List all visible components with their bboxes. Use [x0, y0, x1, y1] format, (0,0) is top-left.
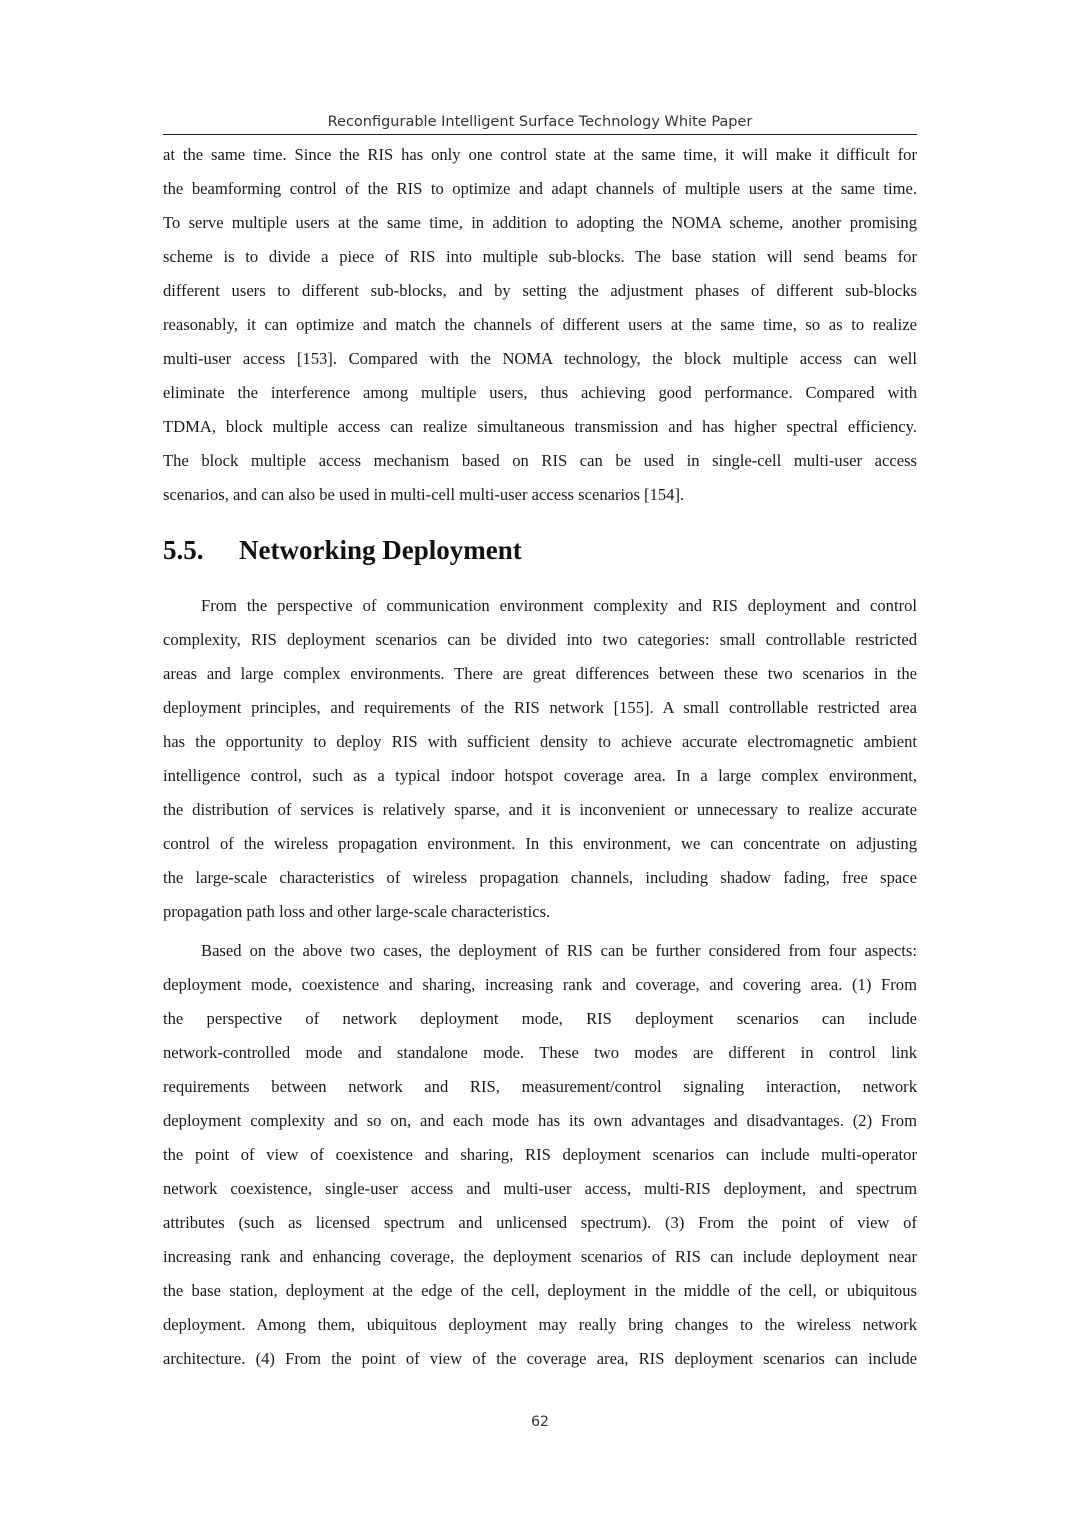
- text-line: scheme is to divide a piece of RIS into multiple sub-blocks. The base station will send beams for: [163, 247, 917, 266]
- text-line: The block multiple access mechanism based on RIS can be used in single-cell multi-user access: [163, 451, 917, 470]
- text-line: control of the wireless propagation environment. In this environment, we can concentrate on adjusting: [163, 834, 917, 853]
- header-divider: [163, 134, 917, 135]
- section-heading: [163, 530, 522, 570]
- text-line: requirements between network and RIS, measurement/control signaling interaction, network: [163, 1077, 917, 1096]
- page-number: 62: [531, 1414, 549, 1430]
- text-line: different users to different sub-blocks, and by setting the adjustment phases of different sub-blocks: [163, 281, 917, 300]
- paragraph-continued: [163, 138, 917, 512]
- text-line: deployment principles, and requirements of the RIS network [155]. A small controllable restricted area: [163, 698, 917, 717]
- text-line: increasing rank and enhancing coverage, the deployment scenarios of RIS can include deployment near: [163, 1247, 917, 1266]
- section-body-paragraph-1: [163, 589, 917, 929]
- text-line: the perspective of network deployment mode, RIS deployment scenarios can include: [163, 1009, 917, 1028]
- text-line: From the perspective of communication environment complexity and RIS deployment and control: [201, 596, 917, 615]
- section-number: 5.5.: [163, 535, 204, 565]
- text-line: the point of view of coexistence and sharing, RIS deployment scenarios can include multi-operator: [163, 1145, 917, 1164]
- continued-paragraph: [163, 138, 917, 512]
- text-line: multi-user access [153]. Compared with the NOMA technology, the block multiple access can well: [163, 349, 917, 368]
- section-title: Networking Deployment: [239, 535, 522, 565]
- text-line: network-controlled mode and standalone mode. These two modes are different in control link: [163, 1043, 917, 1062]
- paragraph-1: [163, 589, 917, 929]
- running-header: Reconfigurable Intelligent Surface Technology White Paper: [327, 114, 753, 130]
- text-line: has the opportunity to deploy RIS with sufficient density to achieve accurate electromagnetic ambient: [163, 732, 917, 751]
- text-line: the large-scale characteristics of wireless propagation channels, including shadow fading, free space: [163, 868, 917, 887]
- text-line: deployment complexity and so on, and each mode has its own advantages and disadvantages. (2) From: [163, 1111, 917, 1130]
- paragraph-2: [163, 934, 917, 1376]
- text-line: To serve multiple users at the same time, in addition to adopting the NOMA scheme, another promising: [163, 213, 917, 232]
- text-line: propagation path loss and other large-scale characteristics.: [163, 902, 551, 921]
- text-line: the base station, deployment at the edge of the cell, deployment in the middle of the cell, or ubiquitous: [163, 1281, 917, 1300]
- text-line: the distribution of services is relatively sparse, and it is inconvenient or unnecessary to realize accurate: [163, 800, 917, 819]
- text-line: intelligence control, such as a typical indoor hotspot coverage area. In a large complex environment,: [163, 766, 917, 785]
- text-line: reasonably, it can optimize and match the channels of different users at the same time, so as to realize: [163, 315, 917, 334]
- text-line: attributes (such as licensed spectrum and unlicensed spectrum). (3) From the point of view of: [163, 1213, 917, 1232]
- text-line: TDMA, block multiple access can realize simultaneous transmission and has higher spectral efficiency.: [163, 417, 917, 436]
- text-line: deployment mode, coexistence and sharing, increasing rank and coverage, and covering area. (1) From: [163, 975, 917, 994]
- text-line: architecture. (4) From the point of view of the coverage area, RIS deployment scenarios can include: [163, 1349, 917, 1368]
- text-line: Based on the above two cases, the deployment of RIS can be further considered from four aspects:: [201, 941, 917, 960]
- text-line: the beamforming control of the RIS to optimize and adapt channels of multiple users at the same time.: [163, 179, 917, 198]
- text-line: at the same time. Since the RIS has only one control state at the same time, it will make it difficult for: [163, 145, 917, 164]
- text-line: scenarios, and can also be used in multi-cell multi-user access scenarios [154].: [163, 485, 685, 504]
- text-line: eliminate the interference among multiple users, thus achieving good performance. Compared with: [163, 383, 917, 402]
- text-line: areas and large complex environments. There are great differences between these two scenarios in the: [163, 664, 917, 683]
- section-body-paragraph-2: [163, 934, 917, 1376]
- text-line: complexity, RIS deployment scenarios can be divided into two categories: small controllable restricted: [163, 630, 917, 649]
- text-line: network coexistence, single-user access and multi-user access, multi-RIS deployment, and spectrum: [163, 1179, 917, 1198]
- text-line: deployment. Among them, ubiquitous deployment may really bring changes to the wireless network: [163, 1315, 917, 1334]
